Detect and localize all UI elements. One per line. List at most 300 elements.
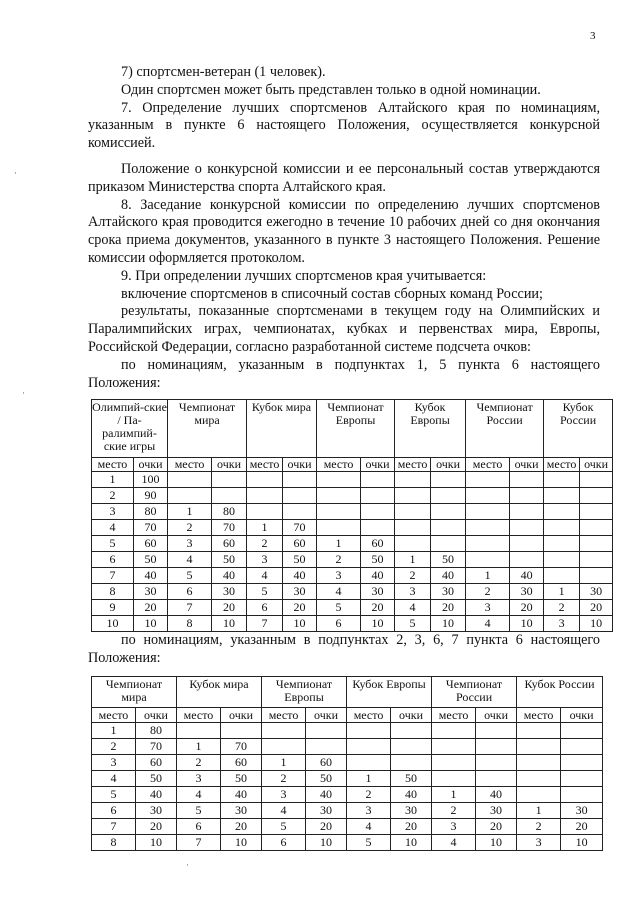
place-subheader: место — [544, 458, 580, 472]
table-cell: 3 — [177, 771, 221, 787]
table-cell — [247, 472, 283, 488]
table-cell: 5 — [262, 819, 306, 835]
points-subheader: очки — [561, 708, 603, 723]
table-cell — [517, 723, 561, 739]
table-cell: 3 — [92, 504, 134, 520]
points-subheader: очки — [221, 708, 262, 723]
table-cell: 3 — [517, 835, 561, 851]
table-cell: 2 — [92, 488, 134, 504]
table-cell — [361, 472, 395, 488]
column-group-header: Чемпионат Европы — [317, 400, 395, 458]
paragraph: 7. Определение лучших спортсменов Алтайского края по номинациям, указанным в пункте 6 настоящего Положения, осуществляется конкурсной комиссией. — [88, 99, 600, 152]
table-cell — [510, 488, 544, 504]
table-cell: 30 — [283, 584, 317, 600]
table-cell: 6 — [317, 616, 361, 632]
table-cell: 7 — [247, 616, 283, 632]
table-cell: 50 — [391, 771, 432, 787]
table-cell — [262, 739, 306, 755]
table-cell: 40 — [306, 787, 347, 803]
subheader-row — [92, 708, 603, 723]
table-cell: 30 — [580, 584, 613, 600]
points-subheader: очки — [476, 708, 517, 723]
table-cell — [517, 755, 561, 771]
table-cell: 3 — [92, 755, 136, 771]
table-cell — [466, 504, 510, 520]
table-cell: 10 — [136, 835, 177, 851]
table-row — [92, 472, 613, 488]
table-cell — [544, 568, 580, 584]
table-cell: 4 — [92, 520, 134, 536]
column-group-header: Кубок России — [544, 400, 613, 458]
table-cell: 7 — [177, 835, 221, 851]
table-cell: 2 — [92, 739, 136, 755]
table-cell: 70 — [283, 520, 317, 536]
table-cell — [212, 472, 247, 488]
table-cell — [247, 488, 283, 504]
table-cell: 1 — [177, 739, 221, 755]
table-cell: 3 — [544, 616, 580, 632]
table-row — [92, 488, 613, 504]
table-cell — [561, 771, 603, 787]
place-subheader: место — [168, 458, 212, 472]
table-row — [92, 723, 603, 739]
table-cell: 20 — [221, 819, 262, 835]
table-cell: 40 — [361, 568, 395, 584]
table-cell: 3 — [466, 600, 510, 616]
table-cell: 3 — [168, 536, 212, 552]
table-cell: 10 — [361, 616, 395, 632]
table-cell: 60 — [221, 755, 262, 771]
table-cell: 5 — [317, 600, 361, 616]
table-cell — [395, 536, 431, 552]
table-cell: 10 — [391, 835, 432, 851]
points-subheader: очки — [510, 458, 544, 472]
place-subheader: место — [517, 708, 561, 723]
points-subheader: очки — [283, 458, 317, 472]
column-group-header: Кубок России — [517, 677, 603, 708]
place-subheader: место — [395, 458, 431, 472]
table-cell: 3 — [317, 568, 361, 584]
table-cell — [561, 739, 603, 755]
table-row — [92, 520, 613, 536]
table-cell — [283, 488, 317, 504]
table-cell — [262, 723, 306, 739]
table-cell — [510, 536, 544, 552]
table-cell: 80 — [134, 504, 168, 520]
table-cell: 2 — [544, 600, 580, 616]
table-cell — [544, 504, 580, 520]
table-cell — [466, 472, 510, 488]
table-row — [92, 616, 613, 632]
points-table-2 — [91, 676, 603, 851]
table-cell: 10 — [561, 835, 603, 851]
table-cell — [168, 472, 212, 488]
table-cell: 10 — [306, 835, 347, 851]
table-cell: 20 — [283, 600, 317, 616]
paragraph: 9. При определении лучших спортсменов края учитывается: — [121, 267, 487, 284]
table-cell — [580, 536, 613, 552]
table-cell: 7 — [168, 600, 212, 616]
table-cell: 1 — [92, 723, 136, 739]
table-cell: 1 — [317, 536, 361, 552]
table-cell — [347, 739, 391, 755]
table-cell: 20 — [476, 819, 517, 835]
table-cell: 10 — [431, 616, 466, 632]
table-cell: 40 — [134, 568, 168, 584]
table-cell: 40 — [431, 568, 466, 584]
table-row — [92, 584, 613, 600]
paragraph: 8. Заседание конкурсной комиссии по определению лучших спортсменов Алтайского края проводится ежегодно в течение 10 рабочих дней со дня окончания срока приема документов, указанного в пункте 3 настоящего Положения. Решение комиссии оформляется протоколом. — [88, 196, 600, 266]
table-cell — [395, 488, 431, 504]
table-cell: 30 — [134, 584, 168, 600]
table-cell: 4 — [262, 803, 306, 819]
table-cell: 40 — [510, 568, 544, 584]
table-cell — [431, 504, 466, 520]
table-cell — [247, 504, 283, 520]
table-cell — [544, 552, 580, 568]
table-cell: 60 — [136, 755, 177, 771]
table-cell — [580, 520, 613, 536]
table-cell — [361, 488, 395, 504]
place-subheader: место — [262, 708, 306, 723]
table-cell: 80 — [136, 723, 177, 739]
page-number: 3 — [590, 30, 596, 42]
table-cell: 10 — [92, 616, 134, 632]
table-cell: 40 — [283, 568, 317, 584]
table-row — [92, 835, 603, 851]
table-cell: 2 — [466, 584, 510, 600]
header-row — [92, 400, 613, 458]
paragraph: включение спортсменов в списочный состав сборных команд России; — [121, 285, 543, 302]
table-cell: 1 — [432, 787, 476, 803]
table-cell: 20 — [306, 819, 347, 835]
table-cell — [283, 504, 317, 520]
table-cell: 40 — [136, 787, 177, 803]
table-cell: 50 — [136, 771, 177, 787]
table-cell: 80 — [212, 504, 247, 520]
table-cell — [317, 472, 361, 488]
table-cell: 60 — [212, 536, 247, 552]
table-cell — [361, 520, 395, 536]
table-cell — [544, 488, 580, 504]
table-cell: 4 — [92, 771, 136, 787]
table-cell: 40 — [221, 787, 262, 803]
points-subheader: очки — [134, 458, 168, 472]
table-cell — [391, 755, 432, 771]
table-cell — [395, 472, 431, 488]
table-cell — [347, 723, 391, 739]
table-row — [92, 568, 613, 584]
place-subheader: место — [347, 708, 391, 723]
table-cell: 90 — [134, 488, 168, 504]
table-cell: 5 — [168, 568, 212, 584]
table-cell: 1 — [92, 472, 134, 488]
table-cell — [510, 472, 544, 488]
table-cell — [221, 723, 262, 739]
table-cell: 4 — [347, 819, 391, 835]
table-cell — [544, 472, 580, 488]
table-cell: 4 — [395, 600, 431, 616]
table-row — [92, 819, 603, 835]
table-cell: 6 — [247, 600, 283, 616]
table-cell: 30 — [212, 584, 247, 600]
table-cell: 4 — [168, 552, 212, 568]
table-cell: 30 — [221, 803, 262, 819]
place-subheader: место — [177, 708, 221, 723]
column-group-header: Чемпионат Европы — [262, 677, 347, 708]
table-cell: 1 — [168, 504, 212, 520]
table-cell: 8 — [168, 616, 212, 632]
table-cell — [517, 787, 561, 803]
table-cell: 2 — [262, 771, 306, 787]
subheader-row — [92, 458, 613, 472]
table-cell: 2 — [177, 755, 221, 771]
column-group-header: Чемпионат мира — [168, 400, 247, 458]
table-cell: 50 — [221, 771, 262, 787]
table-cell: 3 — [432, 819, 476, 835]
table-cell: 5 — [395, 616, 431, 632]
points-subheader: очки — [580, 458, 613, 472]
table-cell: 3 — [247, 552, 283, 568]
table-cell — [432, 739, 476, 755]
table-cell: 10 — [476, 835, 517, 851]
table-cell: 70 — [134, 520, 168, 536]
table-cell: 30 — [361, 584, 395, 600]
points-subheader: очки — [431, 458, 466, 472]
table-row — [92, 600, 613, 616]
table-cell — [510, 520, 544, 536]
table-cell: 6 — [177, 819, 221, 835]
table-cell: 4 — [432, 835, 476, 851]
table-cell — [431, 536, 466, 552]
table-cell: 1 — [517, 803, 561, 819]
table-cell: 6 — [262, 835, 306, 851]
place-subheader: место — [432, 708, 476, 723]
table-cell — [476, 723, 517, 739]
table-cell: 6 — [168, 584, 212, 600]
table-row — [92, 504, 613, 520]
table-cell: 1 — [395, 552, 431, 568]
table-cell: 40 — [391, 787, 432, 803]
table-cell: 60 — [283, 536, 317, 552]
place-subheader: место — [466, 458, 510, 472]
header-row — [92, 677, 603, 708]
column-group-header: Чемпионат России — [432, 677, 517, 708]
table-cell: 1 — [466, 568, 510, 584]
table-row — [92, 771, 603, 787]
paragraph: Один спортсмен может быть представлен только в одной номинации. — [121, 81, 541, 98]
table-cell: 4 — [247, 568, 283, 584]
table-cell: 2 — [168, 520, 212, 536]
table-cell — [561, 755, 603, 771]
table-row — [92, 755, 603, 771]
table-cell — [212, 488, 247, 504]
table-cell — [168, 488, 212, 504]
table-cell: 4 — [317, 584, 361, 600]
table-cell — [432, 771, 476, 787]
table-cell: 10 — [212, 616, 247, 632]
points-subheader: очки — [306, 708, 347, 723]
table-cell: 10 — [283, 616, 317, 632]
table-cell: 100 — [134, 472, 168, 488]
table-cell: 5 — [247, 584, 283, 600]
table-cell — [431, 472, 466, 488]
table-cell — [561, 787, 603, 803]
table-cell: 5 — [92, 536, 134, 552]
table-cell — [561, 723, 603, 739]
table-cell: 10 — [221, 835, 262, 851]
table-cell: 20 — [391, 819, 432, 835]
table-cell: 3 — [347, 803, 391, 819]
points-subheader: очки — [361, 458, 395, 472]
column-group-header: Кубок мира — [247, 400, 317, 458]
paragraph: по номинациям, указанным в подпунктах 2, 3, 6, 7 пункта 6 настоящего Положения: — [88, 632, 600, 666]
table-cell: 60 — [361, 536, 395, 552]
table-cell — [510, 504, 544, 520]
table-cell: 2 — [395, 568, 431, 584]
table-cell: 5 — [92, 787, 136, 803]
table-cell — [580, 552, 613, 568]
paragraph: 7) спортсмен-ветеран (1 человек). — [121, 64, 326, 80]
table-row — [92, 739, 603, 755]
table-cell — [395, 504, 431, 520]
points-subheader: очки — [212, 458, 247, 472]
table-cell — [517, 739, 561, 755]
table-row — [92, 787, 603, 803]
table-cell: 6 — [92, 552, 134, 568]
table-cell: 30 — [391, 803, 432, 819]
table-cell: 70 — [212, 520, 247, 536]
table-cell — [317, 520, 361, 536]
table-cell: 10 — [510, 616, 544, 632]
table-cell: 60 — [134, 536, 168, 552]
table-cell: 20 — [212, 600, 247, 616]
table-cell: 20 — [510, 600, 544, 616]
table-cell — [177, 723, 221, 739]
table-cell: 7 — [92, 819, 136, 835]
table-cell: 30 — [510, 584, 544, 600]
table-cell: 60 — [306, 755, 347, 771]
table-cell: 1 — [262, 755, 306, 771]
table-cell: 20 — [561, 819, 603, 835]
table-cell — [391, 739, 432, 755]
paragraph: результаты, показанные спортсменами в текущем году на Олимпийских и Паралимпийских играх, чемпионатах, кубках и первенствах мира, Европы, Российской Федерации, согласно разработанной системе подсчета очков: — [88, 303, 600, 355]
table-cell — [395, 520, 431, 536]
column-group-header: Чемпионат мира — [92, 677, 177, 708]
table-cell: 1 — [247, 520, 283, 536]
table-cell: 20 — [136, 819, 177, 835]
table-cell — [466, 552, 510, 568]
table-cell — [431, 488, 466, 504]
table-cell — [517, 771, 561, 787]
column-group-header: Кубок мира — [177, 677, 262, 708]
table-cell — [347, 755, 391, 771]
points-table-1 — [91, 399, 613, 632]
table-cell — [580, 472, 613, 488]
table-cell — [361, 504, 395, 520]
table-row — [92, 803, 603, 819]
table-cell: 4 — [466, 616, 510, 632]
paragraph: по номинациям, указанным в подпунктах 1, 5 пункта 6 настоящего Положения: — [88, 356, 600, 391]
table-cell: 2 — [317, 552, 361, 568]
table-cell — [391, 723, 432, 739]
place-subheader: место — [247, 458, 283, 472]
table-cell — [544, 536, 580, 552]
table-cell — [580, 488, 613, 504]
table-cell — [476, 739, 517, 755]
table-cell: 10 — [134, 616, 168, 632]
table-cell: 50 — [431, 552, 466, 568]
table-cell: 7 — [92, 568, 134, 584]
table-cell: 8 — [92, 835, 136, 851]
table-cell: 3 — [395, 584, 431, 600]
table-cell — [476, 771, 517, 787]
column-group-header: Олимпий-ские / Па-ралимпий-ские игры — [92, 400, 168, 458]
table-cell: 9 — [92, 600, 134, 616]
margin-mark: · — [22, 388, 25, 398]
table-cell: 2 — [247, 536, 283, 552]
place-subheader: место — [317, 458, 361, 472]
table-row — [92, 552, 613, 568]
table-cell — [466, 520, 510, 536]
table-cell — [431, 520, 466, 536]
table-cell — [317, 504, 361, 520]
place-subheader: место — [92, 708, 136, 723]
table-cell — [580, 504, 613, 520]
table-row — [92, 536, 613, 552]
document-body — [88, 64, 600, 392]
table-cell: 5 — [347, 835, 391, 851]
table-cell: 2 — [347, 787, 391, 803]
table-cell — [317, 488, 361, 504]
table-cell: 20 — [431, 600, 466, 616]
points-subheader: очки — [136, 708, 177, 723]
table-cell: 1 — [544, 584, 580, 600]
margin-mark: · — [186, 860, 189, 870]
table-cell — [510, 552, 544, 568]
table-cell: 30 — [561, 803, 603, 819]
table-cell: 2 — [432, 803, 476, 819]
table-cell: 1 — [347, 771, 391, 787]
table-cell — [466, 488, 510, 504]
column-group-header: Кубок Европы — [347, 677, 432, 708]
table-cell: 2 — [517, 819, 561, 835]
table-cell: 50 — [283, 552, 317, 568]
table-cell: 50 — [134, 552, 168, 568]
table-cell: 20 — [361, 600, 395, 616]
table-cell: 50 — [361, 552, 395, 568]
table-cell — [432, 723, 476, 739]
table-cell: 50 — [212, 552, 247, 568]
table-cell — [466, 536, 510, 552]
table-cell: 30 — [136, 803, 177, 819]
table-cell: 70 — [136, 739, 177, 755]
table-cell: 5 — [177, 803, 221, 819]
table-cell: 4 — [177, 787, 221, 803]
table-cell — [432, 755, 476, 771]
table-cell — [476, 755, 517, 771]
table-cell — [306, 723, 347, 739]
table-cell: 10 — [580, 616, 613, 632]
table-cell: 3 — [262, 787, 306, 803]
table-cell: 30 — [306, 803, 347, 819]
table-cell: 8 — [92, 584, 134, 600]
place-subheader: место — [92, 458, 134, 472]
points-subheader: очки — [391, 708, 432, 723]
document-body-between — [88, 632, 600, 668]
table-cell: 20 — [134, 600, 168, 616]
table-cell — [306, 739, 347, 755]
